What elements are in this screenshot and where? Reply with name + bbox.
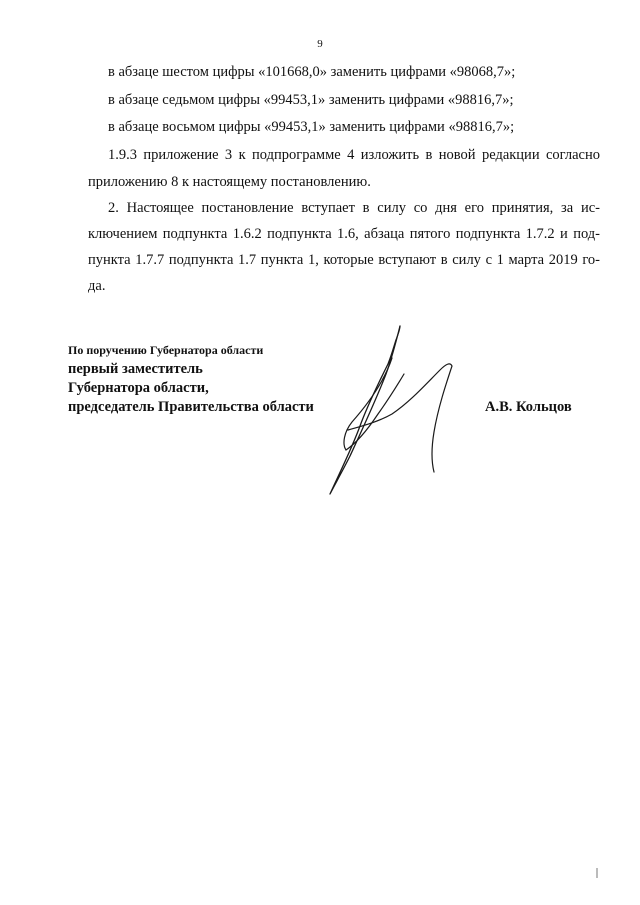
paragraph-line: приложению 8 к настоящему постановлению.	[88, 174, 371, 190]
amendment-line: в абзаце седьмом цифры «99453,1» заменить цифрами «98816,7»;	[108, 92, 514, 108]
signatory-name: А.В. Кольцов	[485, 399, 572, 415]
amendment-line: в абзаце восьмом цифры «99453,1» заменить цифрами «98816,7»;	[108, 119, 515, 135]
paragraph-line: да.	[88, 278, 106, 294]
paragraph-line: 2. Настоящее постановление вступает в силу со дня его принятия, за ис-	[108, 200, 600, 216]
paragraph-line: пункта 1.7.7 подпункта 1.7 пункта 1, которые вступают в силу с 1 марта 2019 го-	[88, 252, 600, 268]
paragraph-line: 1.9.3 приложение 3 к подпрограмме 4 изложить в новой редакции согласно	[108, 147, 600, 163]
page-number: 9	[317, 38, 323, 50]
signatory-instruction: По поручению Губернатора области	[68, 343, 264, 357]
signatory-title-line: председатель Правительства области	[68, 399, 314, 415]
signatory-title-line: Губернатора области,	[68, 380, 209, 396]
amendment-line: в абзаце шестом цифры «101668,0» заменить цифрами «98068,7»;	[108, 64, 516, 80]
scan-artifact	[596, 868, 598, 878]
signatory-title-line: первый заместитель	[68, 361, 203, 377]
paragraph-line: ключением подпункта 1.6.2 подпункта 1.6, абзаца пятого подпункта 1.7.2 и под-	[88, 226, 600, 242]
handwritten-signature	[322, 322, 462, 497]
